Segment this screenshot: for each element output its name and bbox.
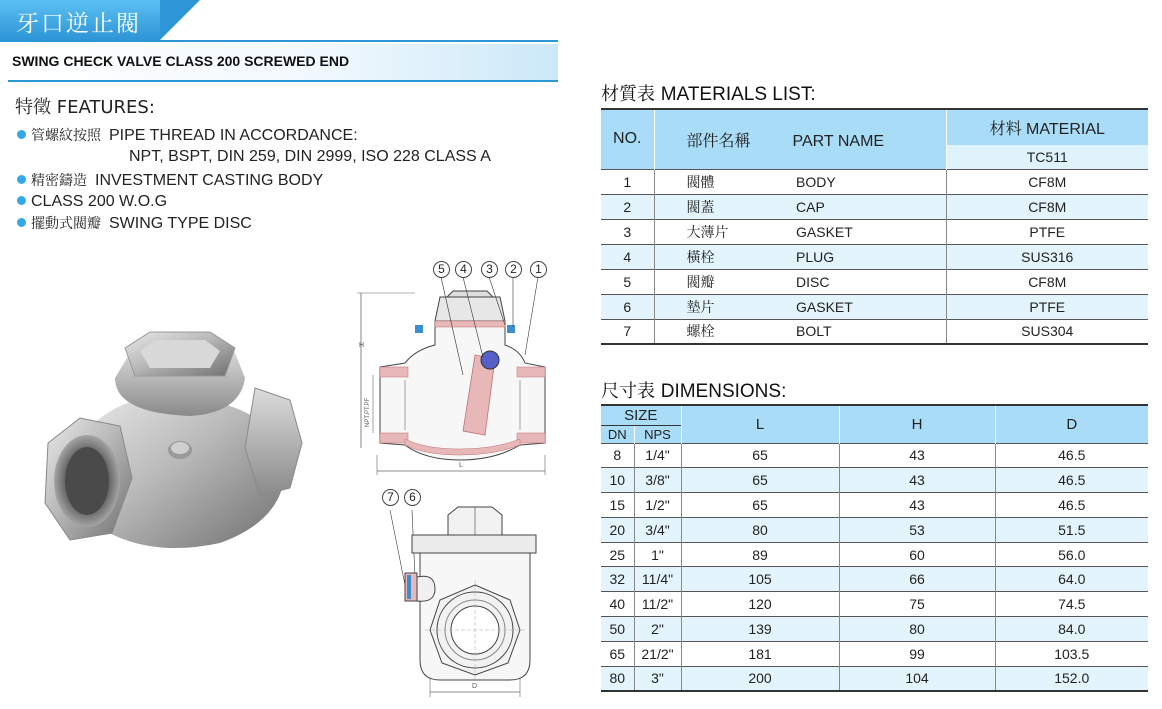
- feature-en: CLASS 200 W.O.G: [31, 193, 168, 210]
- dimension-l: 80: [681, 517, 839, 542]
- feature-item: [17, 213, 252, 233]
- material-grade: PTFE: [946, 294, 1148, 319]
- page-subtitle: SWING CHECK VALVE CLASS 200 SCREWED END: [12, 53, 350, 69]
- dimension-l: 139: [681, 617, 839, 642]
- feature-thread-standards: NPT, BSPT, DIN 259, DIN 2999, ISO 228 CLASS A: [129, 148, 491, 165]
- material-row: [601, 194, 1148, 219]
- dimensions-heading-cn: 尺寸表: [601, 381, 655, 402]
- material-grade: CF8M: [946, 269, 1148, 294]
- dimension-nps: 1/4": [634, 443, 681, 468]
- callout-4: 4: [455, 261, 472, 278]
- end-view-drawing: [380, 485, 560, 700]
- material-part-en: CAP: [776, 194, 946, 219]
- dimension-dn: 20: [601, 517, 634, 542]
- material-grade: SUS304: [946, 319, 1148, 344]
- feature-en: PIPE THREAD IN ACCORDANCE:: [109, 127, 358, 144]
- dimension-nps: 21/2": [634, 641, 681, 666]
- callout-6: 6: [404, 489, 421, 506]
- page-title: 牙口逆止閥: [16, 11, 141, 37]
- dimension-dn: 40: [601, 592, 634, 617]
- dimension-row: [601, 517, 1148, 542]
- dimension-row: [601, 468, 1148, 493]
- feature-cn: 擺動式閥瓣: [31, 216, 101, 232]
- dimension-nps: 1": [634, 542, 681, 567]
- material-part-cn: 閥瓣: [654, 269, 776, 294]
- dimension-dn: 8: [601, 443, 634, 468]
- materials-heading-cn: 材質表: [601, 84, 655, 105]
- material-part-en: PLUG: [776, 244, 946, 269]
- col-material: 材料 MATERIAL: [946, 109, 1148, 145]
- dimension-h: 99: [839, 641, 995, 666]
- material-row: [601, 244, 1148, 269]
- dimension-row: [601, 592, 1148, 617]
- material-part-en: BOLT: [776, 319, 946, 344]
- col-part-name: [654, 109, 946, 169]
- callout-3: 3: [481, 261, 498, 278]
- dimension-h: 66: [839, 567, 995, 592]
- dimension-dn: 50: [601, 617, 634, 642]
- title-rule: [0, 40, 558, 42]
- feature-en: SWING TYPE DISC: [109, 215, 252, 232]
- material-grade: SUS316: [946, 244, 1148, 269]
- valve-photo: [40, 318, 310, 563]
- material-part-en: GASKET: [776, 219, 946, 244]
- dimension-l: 181: [681, 641, 839, 666]
- material-row: [601, 319, 1148, 344]
- dimension-d: 103.5: [995, 641, 1148, 666]
- bullet-icon: [17, 130, 26, 139]
- dimension-nps: 1/2": [634, 493, 681, 518]
- dimension-row: [601, 493, 1148, 518]
- material-no: 7: [601, 319, 654, 344]
- material-no: 1: [601, 169, 654, 194]
- dimension-l: 120: [681, 592, 839, 617]
- section-drawing: [355, 255, 565, 480]
- bullet-icon: [17, 196, 26, 205]
- dimension-d: 152.0: [995, 666, 1148, 691]
- callout-2: 2: [505, 261, 522, 278]
- dimension-l: 105: [681, 567, 839, 592]
- feature-cn: 管螺紋按照: [31, 128, 101, 144]
- dim-l-label: L: [459, 462, 463, 469]
- dimension-h: 80: [839, 617, 995, 642]
- dimension-nps: 11/2": [634, 592, 681, 617]
- material-no: 2: [601, 194, 654, 219]
- materials-table: [601, 108, 1148, 345]
- col-part-cn: 部件名稱: [686, 132, 751, 150]
- callout-5: 5: [433, 261, 450, 278]
- subtitle-bar: [8, 44, 558, 82]
- dimensions-table: [601, 404, 1148, 692]
- material-part-cn: 閥蓋: [654, 194, 776, 219]
- material-no: 4: [601, 244, 654, 269]
- dimensions-heading: [601, 377, 786, 403]
- bullet-icon: [17, 175, 26, 184]
- material-grade: CF8M: [946, 169, 1148, 194]
- dimension-nps: 2": [634, 617, 681, 642]
- dimension-h: 60: [839, 542, 995, 567]
- dimension-h: 104: [839, 666, 995, 691]
- dimension-h: 75: [839, 592, 995, 617]
- col-dn: DN: [601, 425, 634, 443]
- dimension-l: 65: [681, 493, 839, 518]
- dim-thread-label: NPT.PT.PF: [365, 397, 371, 427]
- col-size: SIZE: [601, 405, 681, 425]
- material-part-cn: 大薄片: [654, 219, 776, 244]
- dimension-dn: 10: [601, 468, 634, 493]
- col-nps: NPS: [634, 425, 681, 443]
- material-grade: CF8M: [946, 194, 1148, 219]
- material-grade: PTFE: [946, 219, 1148, 244]
- material-part-cn: 墊片: [654, 294, 776, 319]
- materials-heading: [601, 80, 816, 106]
- dimension-d: 56.0: [995, 542, 1148, 567]
- dimension-l: 65: [681, 443, 839, 468]
- feature-en: INVESTMENT CASTING BODY: [95, 172, 324, 189]
- dimension-nps: 3/4": [634, 517, 681, 542]
- dimension-h: 43: [839, 493, 995, 518]
- dimension-h: 43: [839, 468, 995, 493]
- dimension-nps: 11/4": [634, 567, 681, 592]
- dimension-h: 43: [839, 443, 995, 468]
- col-h: H: [839, 405, 995, 443]
- dimension-row: [601, 443, 1148, 468]
- dimension-row: [601, 617, 1148, 642]
- dimension-d: 46.5: [995, 493, 1148, 518]
- dimension-nps: 3": [634, 666, 681, 691]
- material-no: 3: [601, 219, 654, 244]
- dimension-l: 89: [681, 542, 839, 567]
- col-part-en: PART NAME: [792, 132, 885, 150]
- dimension-l: 200: [681, 666, 839, 691]
- material-row: [601, 294, 1148, 319]
- material-part-en: BODY: [776, 169, 946, 194]
- dimension-h: 53: [839, 517, 995, 542]
- dimension-dn: 80: [601, 666, 634, 691]
- dim-h-label: H: [359, 342, 365, 349]
- features-heading: 特徵 FEATURES:: [15, 97, 155, 118]
- dimension-dn: 25: [601, 542, 634, 567]
- dimension-d: 64.0: [995, 567, 1148, 592]
- callout-7: 7: [382, 489, 399, 506]
- dimension-d: 46.5: [995, 468, 1148, 493]
- dimension-row: [601, 542, 1148, 567]
- col-no: NO.: [601, 109, 654, 169]
- dimension-nps: 3/8": [634, 468, 681, 493]
- feature-cn: 精密鑄造: [31, 173, 87, 189]
- dimension-row: [601, 567, 1148, 592]
- material-part-cn: 閥體: [654, 169, 776, 194]
- col-material-grade: TC511: [946, 145, 1148, 169]
- col-l: L: [681, 405, 839, 443]
- dimension-dn: 65: [601, 641, 634, 666]
- material-part-cn: 螺栓: [654, 319, 776, 344]
- col-d: D: [995, 405, 1148, 443]
- feature-item: [17, 170, 323, 190]
- material-row: [601, 219, 1148, 244]
- dimension-d: 51.5: [995, 517, 1148, 542]
- dimension-l: 65: [681, 468, 839, 493]
- material-no: 5: [601, 269, 654, 294]
- materials-heading-en: MATERIALS LIST:: [660, 84, 816, 105]
- dimension-dn: 15: [601, 493, 634, 518]
- dimension-d: 46.5: [995, 443, 1148, 468]
- dimension-row: [601, 641, 1148, 666]
- material-part-cn: 橫栓: [654, 244, 776, 269]
- feature-item: [17, 192, 167, 211]
- feature-item: [17, 125, 358, 145]
- title-tab-point: [160, 0, 200, 40]
- material-part-en: DISC: [776, 269, 946, 294]
- material-row: [601, 269, 1148, 294]
- dim-d-label: D: [472, 683, 478, 690]
- material-part-en: GASKET: [776, 294, 946, 319]
- dimensions-heading-en: DIMENSIONS:: [660, 381, 787, 402]
- dimension-d: 84.0: [995, 617, 1148, 642]
- material-no: 6: [601, 294, 654, 319]
- dimension-row: [601, 666, 1148, 691]
- dimension-d: 74.5: [995, 592, 1148, 617]
- dimension-dn: 32: [601, 567, 634, 592]
- material-row: [601, 169, 1148, 194]
- callout-1: 1: [530, 261, 547, 278]
- bullet-icon: [17, 218, 26, 227]
